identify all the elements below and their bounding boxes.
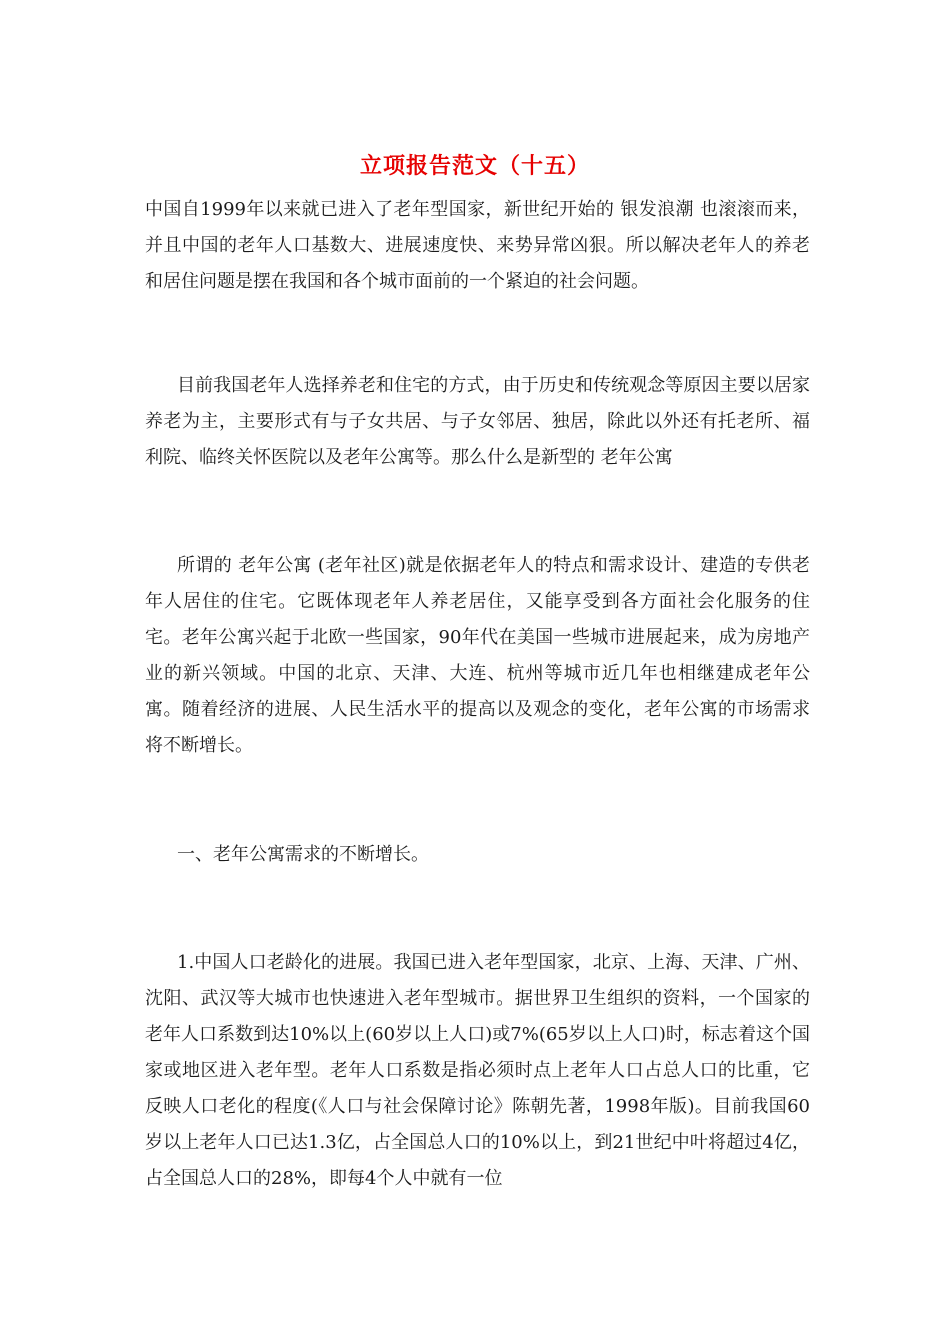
paragraph-definition: 所谓的 老年公寓 (老年社区)就是依据老年人的特点和需求设计、建造的专供老年人居住的住宅。它既体现老年人养老居住，又能享受到各方面社会化服务的住宅。老年公寓兴起于北欧一些国家，90年代在美国一些城市进展起来，成为房地产业的新兴领域。中国的北京、天津、大连、杭州等城市近几年也相继建成老年公寓。随着经济的进展、人民生活水平的提高以及观念的变化，老年公寓的市场需求将不断增长。 xyxy=(145,555,810,756)
paragraph-current-situation: 目前我国老年人选择养老和住宅的方式，由于历史和传统观念等原因主要以居家养老为主，主要形式有与子女共居、与子女邻居、独居，除此以外还有托老所、福利院、临终关怀医院以及老年公寓等。那么什么是新型的 老年公寓 xyxy=(145,375,810,468)
section-heading-demand-growth: 一、老年公寓需求的不断增长。 xyxy=(177,844,429,865)
document-title: 立项报告范文（十五） xyxy=(359,153,590,179)
paragraph-aging-population: 1.中国人口老龄化的进展。我国已进入老年型国家，北京、上海、天津、广州、沈阳、武汉等大城市也快速进入老年型城市。据世界卫生组织的资料，一个国家的老年人口系数到达10%以上(60岁以上人口)或7%(65岁以上人口)时，标志着这个国家或地区进入老年型。老年人口系数是指必须时点上老年人口占总人口的比重，它反映人口老化的程度(《人口与社会保障讨论》陈朝先著，1998年版)。目前我国60岁以上老年人口已达1.3亿，占全国总人口的10%以上，到21世纪中叶将超过4亿，占全国总人口的28%，即每4个人中就有一位 xyxy=(145,952,810,1189)
paragraph-intro: 中国自1999年以来就已进入了老年型国家，新世纪开始的 银发浪潮 也滚滚而来，并且中国的老年人口基数大、进展速度快、来势异常凶狠。所以解决老年人的养老和居住问题是摆在我国和各个城市面前的一个紧迫的社会问题。 xyxy=(145,199,810,292)
